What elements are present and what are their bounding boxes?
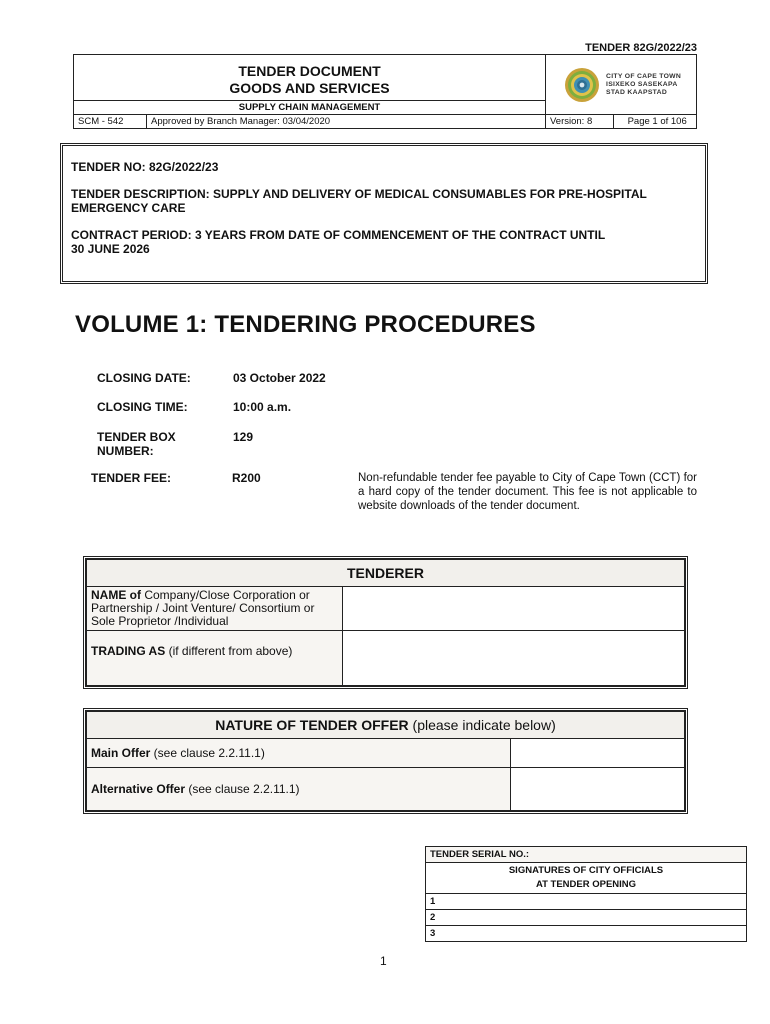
nature-of-offer-table (83, 708, 688, 814)
tender-fee-label: TENDER FEE: (91, 471, 172, 485)
header-title-line2: GOODS AND SERVICES (229, 80, 390, 96)
tender-fee-value: R200 (232, 471, 261, 485)
tender-box-value: 129 (233, 430, 254, 444)
document-header-table (73, 54, 697, 129)
volume-title: VOLUME 1: TENDERING PROCEDURES (75, 311, 536, 338)
alternative-offer-label-bold: Alternative Offer (91, 781, 186, 796)
tenderer-heading: TENDERER (87, 560, 685, 587)
trading-as-label-bold: TRADING AS (91, 644, 166, 658)
page-count: Page 1 of 106 (614, 115, 697, 129)
page-number: 1 (380, 954, 387, 968)
tender-reference: TENDER 82G/2022/23 (585, 42, 697, 54)
trading-as-input[interactable] (343, 631, 685, 686)
nature-of-offer-heading-text: (please indicate below) (408, 716, 556, 733)
closing-time-label: CLOSING TIME: (97, 400, 188, 414)
logo-text-line3: STAD KAAPSTAD (606, 88, 668, 96)
contract-period (71, 228, 697, 256)
closing-date-label: CLOSING DATE: (97, 371, 191, 385)
tenderer-table (83, 556, 688, 689)
trading-as-label-text: (if different from above) (165, 644, 293, 658)
signature-row[interactable]: 3 (426, 926, 747, 942)
logo-text-line2: ISIXEKO SASEKAPA (606, 80, 678, 88)
tender-box-label-line2: NUMBER: (97, 444, 154, 458)
tender-box-label (97, 430, 176, 458)
tender-fee-note: Non-refundable tender fee payable to City of Cape Town (CCT) for a hard copy of the tender document. This fee is not applicable to website downloads of the tender document. (358, 472, 697, 512)
tender-info-box (60, 143, 708, 284)
signatures-heading (426, 863, 747, 894)
logo-cell (546, 55, 697, 115)
main-offer-label-bold: Main Offer (91, 745, 151, 760)
tender-description: TENDER DESCRIPTION: SUPPLY AND DELIVERY OF MEDICAL CONSUMABLES FOR PRE-HOSPITAL EMERGENCY CARE (71, 187, 647, 215)
city-of-cape-town-logo-icon (564, 67, 600, 103)
main-offer-input[interactable] (511, 739, 685, 768)
alternative-offer-label-text: (see clause 2.2.11.1) (185, 781, 300, 796)
logo-text (606, 73, 681, 97)
signature-row[interactable]: 2 (426, 910, 747, 926)
signature-row[interactable]: 1 (426, 894, 747, 910)
logo-text-line1: CITY OF CAPE TOWN (606, 72, 682, 80)
header-title-line1: TENDER DOCUMENT (238, 63, 381, 79)
signatures-heading-line2: AT TENDER OPENING (535, 879, 637, 890)
contract-period-line2: 30 JUNE 2026 (71, 242, 150, 256)
approval-note: Approved by Branch Manager: 03/04/2020 (147, 115, 546, 129)
alternative-offer-input[interactable] (511, 768, 685, 811)
main-offer-label-text: (see clause 2.2.11.1) (150, 745, 265, 760)
closing-date-value: 03 October 2022 (233, 371, 326, 385)
signatures-heading-line1: SIGNATURES OF CITY OFFICIALS (508, 865, 664, 876)
closing-time-value: 10:00 a.m. (233, 400, 292, 414)
doc-code: SCM - 542 (74, 115, 147, 129)
nature-of-offer-heading (87, 712, 685, 739)
company-name-input[interactable] (343, 587, 685, 631)
company-name-label (87, 587, 343, 631)
header-title-cell (74, 55, 546, 101)
alternative-offer-label (87, 768, 511, 811)
contract-period-line1: CONTRACT PERIOD: 3 YEARS FROM DATE OF COMMENCEMENT OF THE CONTRACT UNTIL (71, 228, 606, 242)
header-subtitle: SUPPLY CHAIN MANAGEMENT (74, 101, 546, 115)
version-label: Version: 8 (546, 115, 614, 129)
tender-box-label-line1: TENDER BOX (97, 430, 176, 444)
tender-number: TENDER NO: 82G/2022/23 (71, 160, 219, 174)
company-name-label-text: Company/Close Corporation or Partnership / Joint Venture/ Consortium or Sole Proprietor /Individual (91, 588, 315, 628)
signatures-table (425, 846, 747, 942)
trading-as-label (87, 631, 343, 686)
company-name-label-bold: NAME of (91, 588, 141, 602)
tender-serial-label: TENDER SERIAL NO.: (426, 847, 747, 863)
nature-of-offer-heading-bold: NATURE OF TENDER OFFER (215, 716, 409, 733)
main-offer-label (87, 739, 511, 768)
